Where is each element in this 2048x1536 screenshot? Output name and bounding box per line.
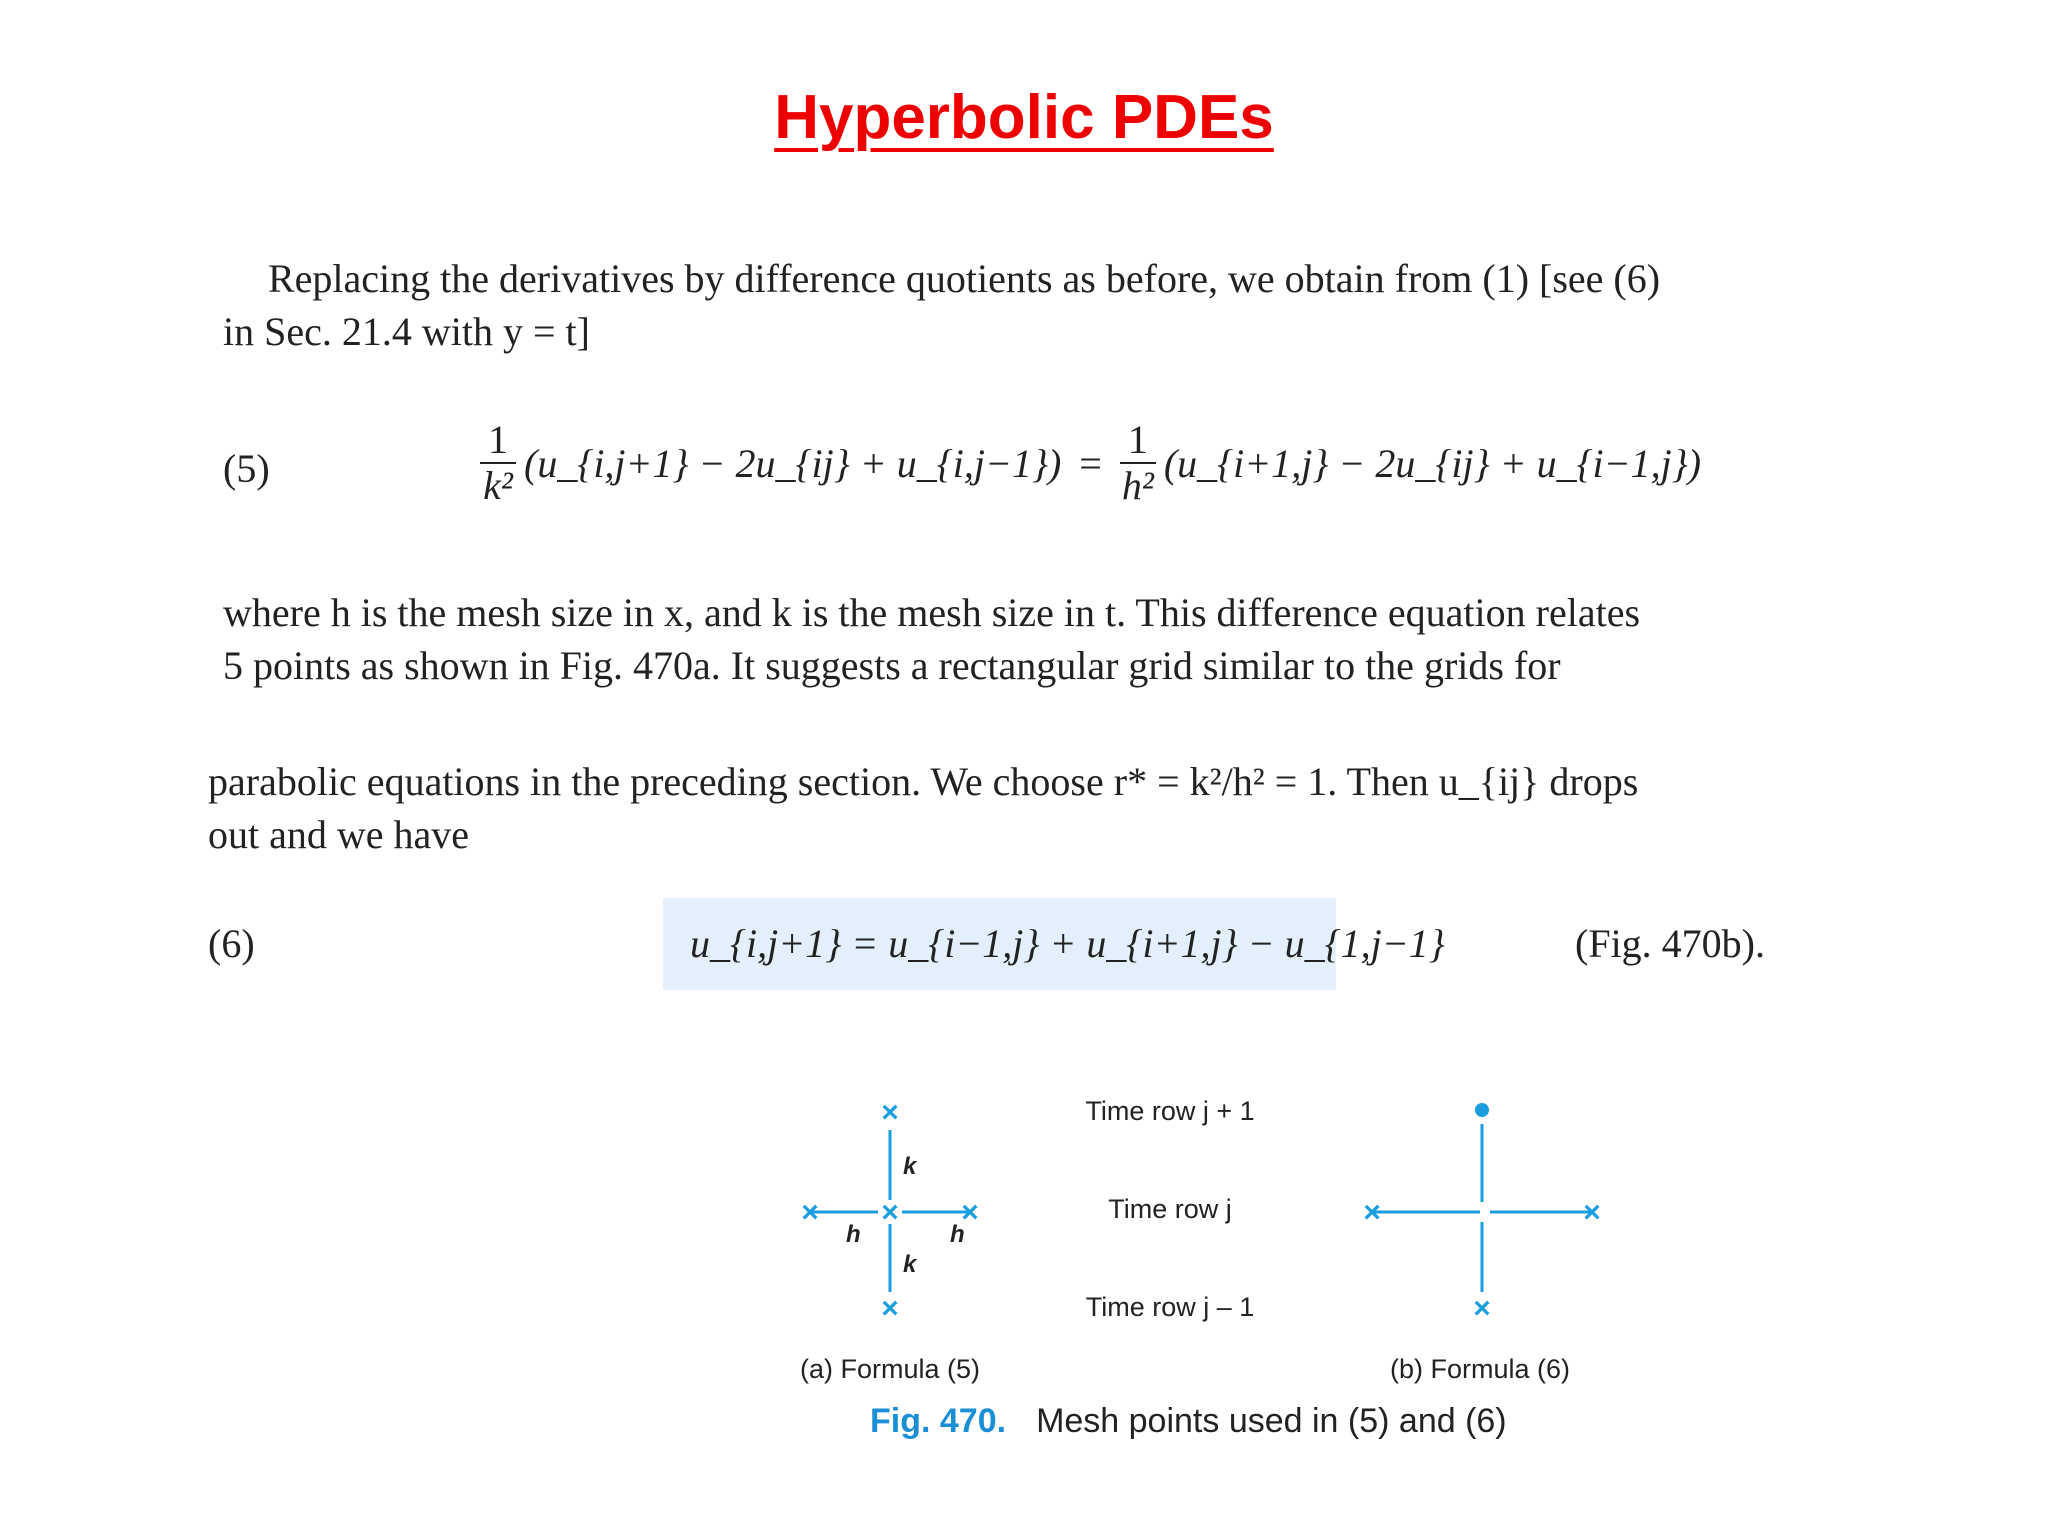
stencil-b	[1372, 1124, 1592, 1292]
page-title: Hyperbolic PDEs	[774, 83, 1274, 152]
cross-icon: ×	[1363, 1196, 1381, 1229]
equation-6-number: (6)	[208, 921, 255, 966]
cross-icon: ×	[881, 1196, 899, 1229]
equation-6: u_{i,j+1} = u_{i−1,j} + u_{i+1,j} − u_{1,j−1}	[690, 921, 1445, 966]
para3-line1: parabolic equations in the preceding section. We choose r* = k²/h² = 1. Then u_{ij} drops	[208, 759, 1639, 804]
label-h-left: h	[846, 1221, 861, 1248]
eq5-left-fraction	[480, 418, 516, 508]
eq5-right-fraction	[1120, 418, 1156, 508]
eq5-equals: =	[1079, 440, 1102, 486]
cross-icon: ×	[881, 1292, 899, 1325]
cross-icon: ×	[1473, 1292, 1491, 1325]
para2-line2: 5 points as shown in Fig. 470a. It suggests a rectangular grid similar to the grids for	[223, 643, 1561, 688]
cross-icon: ×	[1583, 1196, 1601, 1229]
cross-icon: ×	[961, 1196, 979, 1229]
para1-line2: in Sec. 21.4 with y = t]	[223, 309, 590, 354]
eq5-right-body: (u_{i+1,j} − 2u_{ij} + u_{i−1,j})	[1163, 440, 1702, 486]
time-row-j-minus-1: Time row j – 1	[1085, 1292, 1255, 1322]
eq5-left-numerator: 1	[480, 418, 516, 464]
eq5-left-denominator: k²	[483, 463, 513, 508]
eq5-right-denominator: h²	[1121, 463, 1154, 508]
caption-a: (a) Formula (5)	[799, 1354, 981, 1384]
eq5-right-numerator: 1	[1120, 418, 1156, 464]
equation-6-reference: (Fig. 470b).	[1575, 921, 1765, 966]
label-k-upper: k	[903, 1153, 917, 1180]
label-h-right: h	[950, 1221, 965, 1248]
figure-caption	[870, 1402, 1507, 1441]
caption-b: (b) Formula (6)	[1389, 1354, 1571, 1384]
dot-icon	[1475, 1103, 1489, 1117]
figure-470	[780, 1080, 1640, 1400]
time-row-j-plus-1: Time row j + 1	[1085, 1096, 1255, 1126]
eq5-left-body: (u_{i,j+1} − 2u_{ij} + u_{i,j−1})	[524, 440, 1062, 486]
para3-line2: out and we have	[208, 812, 470, 857]
equation-5-number: (5)	[223, 446, 270, 491]
equation-5	[480, 418, 1701, 508]
time-row-j: Time row j	[1108, 1194, 1232, 1224]
figure-caption-text: Mesh points used in (5) and (6)	[1036, 1402, 1507, 1440]
para2-line1: where h is the mesh size in x, and k is the mesh size in t. This difference equation relates	[223, 590, 1641, 635]
para1-line1: Replacing the derivatives by difference quotients as before, we obtain from (1) [see (6)	[268, 256, 1661, 301]
label-k-lower: k	[903, 1251, 917, 1278]
cross-icon: ×	[881, 1096, 899, 1129]
cross-icon: ×	[801, 1196, 819, 1229]
figure-number: Fig. 470.	[870, 1402, 1007, 1440]
